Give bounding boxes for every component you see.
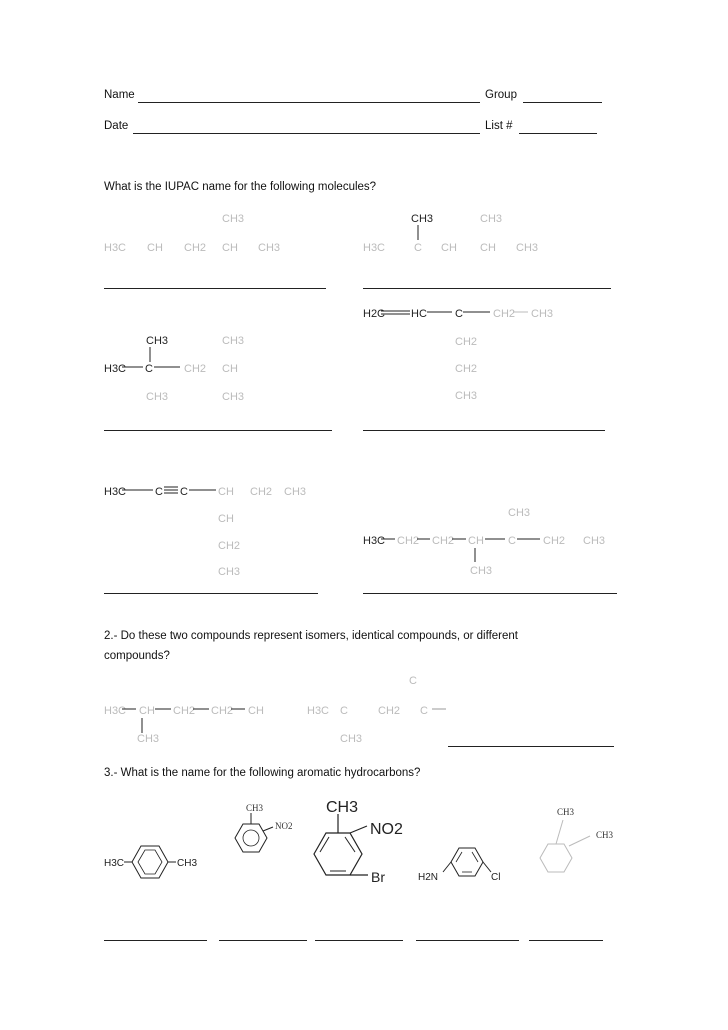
m2-right-top: CH3 (480, 213, 503, 225)
m6-e: C (508, 535, 516, 547)
m6-d: CH (468, 535, 484, 547)
s5-top: CH3 (557, 807, 575, 817)
m5-f: CH3 (284, 486, 307, 498)
m3-sub2: CH2 (455, 363, 478, 375)
molecule-1 (104, 213, 280, 254)
m6-bottom: CH3 (470, 565, 493, 577)
question-2-prompt-line2: compounds? (104, 650, 170, 662)
group-label: Group (485, 89, 517, 101)
q2-left-sub: CH3 (137, 733, 160, 745)
list-label: List # (485, 120, 513, 132)
s4-right: Cl (491, 872, 501, 883)
q2-left-a: H3C (104, 705, 127, 717)
date-label: Date (104, 120, 129, 132)
question-3-prompt: 3.- What is the name for the following aromatic hydrocarbons? (104, 767, 421, 779)
m3-e: CH3 (531, 308, 554, 320)
s3-bottom: Br (371, 869, 385, 885)
molecule-5 (104, 486, 306, 578)
s3-sub: NO2 (370, 821, 403, 838)
m5-s3: CH3 (218, 566, 241, 578)
molecule-2 (363, 213, 538, 254)
m4-c: CH2 (184, 363, 207, 375)
answer-1-5[interactable] (104, 593, 318, 594)
m4-b: C (145, 363, 153, 375)
s4-left: H2N (418, 872, 439, 883)
m5-s1: CH (218, 513, 234, 525)
m5-a: H3C (104, 486, 127, 498)
m3-c: C (455, 308, 463, 320)
m3-sub1: CH2 (455, 336, 478, 348)
s1-right: CH3 (177, 858, 198, 869)
q2-left-structure (104, 705, 264, 745)
m1-c: CH2 (184, 242, 207, 254)
m5-e: CH2 (250, 486, 273, 498)
s3-top: CH3 (326, 799, 359, 816)
q2-right-b: C (340, 705, 348, 717)
question-2-prompt-line1: 2.- Do these two compounds represent isomers, identical compounds, or different (104, 630, 518, 642)
m1-top: CH3 (222, 213, 245, 225)
aromatic-5 (540, 807, 614, 872)
molecule-4 (104, 335, 244, 403)
q2-right-d: C (420, 705, 428, 717)
m2-e: CH3 (516, 242, 539, 254)
answer-3-4[interactable] (416, 940, 519, 941)
m1-b: CH (147, 242, 163, 254)
m4-a: H3C (104, 363, 127, 375)
m6-c: CH2 (432, 535, 455, 547)
m4-right-bottom: CH3 (222, 391, 245, 403)
q2-right-sub: CH3 (340, 733, 363, 745)
answer-1-4[interactable] (363, 430, 605, 431)
answer-2[interactable] (448, 746, 614, 747)
m2-top: CH3 (411, 213, 434, 225)
m6-top: CH3 (508, 507, 531, 519)
s1-left: H3C (104, 858, 125, 869)
name-label: Name (104, 89, 135, 101)
question-1-prompt: What is the IUPAC name for the following molecules? (104, 181, 377, 193)
m3-sub3: CH3 (455, 390, 478, 402)
m1-e: CH3 (258, 242, 281, 254)
aromatic-4 (418, 848, 500, 883)
answer-1-3[interactable] (104, 430, 332, 431)
m4-right-top: CH3 (222, 335, 245, 347)
m1-a: H3C (104, 242, 127, 254)
answer-1-1[interactable] (104, 288, 326, 289)
answer-1-2[interactable] (363, 288, 611, 289)
q2-left-e: CH (248, 705, 264, 717)
m3-b: HC (411, 308, 427, 320)
q2-right-c: CH2 (378, 705, 401, 717)
m5-s2: CH2 (218, 540, 241, 552)
m6-b: CH2 (397, 535, 420, 547)
aromatic-1 (104, 846, 197, 878)
s2-sub: NO2 (275, 821, 293, 831)
m6-g: CH3 (583, 535, 606, 547)
m5-c: C (180, 486, 188, 498)
m3-a: H2C (363, 308, 386, 320)
m2-a: H3C (363, 242, 386, 254)
m2-c: CH (441, 242, 457, 254)
m2-d: CH (480, 242, 496, 254)
m6-f: CH2 (543, 535, 566, 547)
aromatic-2 (235, 803, 293, 852)
m5-b: C (155, 486, 163, 498)
q2-right-top: C (409, 675, 417, 687)
m3-d: CH2 (493, 308, 516, 320)
q2-left-b: CH (139, 705, 155, 717)
m1-d: CH (222, 242, 238, 254)
aromatic-3 (314, 799, 403, 885)
molecule-6 (363, 507, 605, 577)
q2-right-structure (307, 675, 446, 745)
answer-1-6[interactable] (363, 593, 617, 594)
q2-left-d: CH2 (211, 705, 234, 717)
answer-3-3[interactable] (315, 940, 403, 941)
s5-sub: CH3 (596, 830, 614, 840)
answer-3-5[interactable] (529, 940, 603, 941)
s2-top: CH3 (246, 803, 264, 813)
q2-right-a: H3C (307, 705, 330, 717)
m4-top: CH3 (146, 335, 169, 347)
answer-3-1[interactable] (104, 940, 207, 941)
q2-left-c: CH2 (173, 705, 196, 717)
answer-3-2[interactable] (219, 940, 307, 941)
m4-bottom: CH3 (146, 391, 169, 403)
m6-a: H3C (363, 535, 386, 547)
m2-b: C (414, 242, 422, 254)
m5-d: CH (218, 486, 234, 498)
m4-d: CH (222, 363, 238, 375)
molecule-3 (363, 308, 553, 402)
